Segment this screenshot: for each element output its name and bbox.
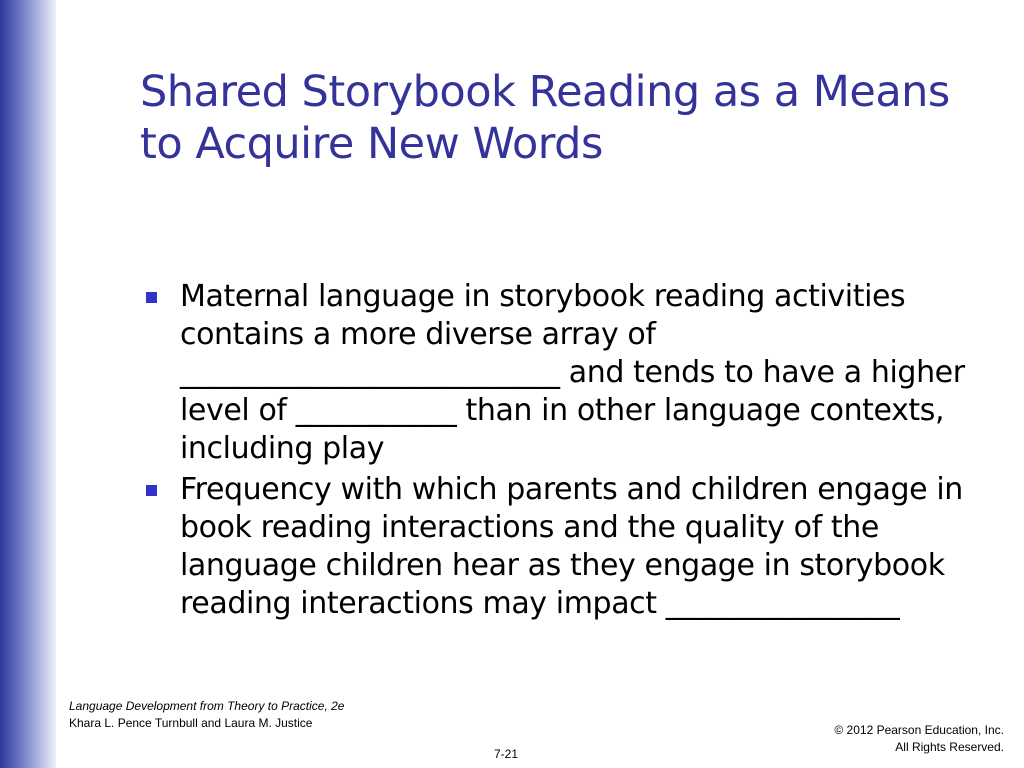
- rights-text: All Rights Reserved.: [895, 740, 1004, 754]
- side-gradient-bar: [0, 0, 56, 768]
- footer-authors: Khara L. Pence Turnbull and Laura M. Justice: [69, 716, 313, 730]
- bullet-text: Maternal language in storybook reading activities contains a more diverse array of __________________________ and tends to have a higher level of ___________ than in other language contexts, including play: [180, 279, 965, 466]
- footer-citation: [69, 698, 369, 732]
- bullet-text: Frequency with which parents and children engage in book reading interactions and the quality of the language children hear as they engage in storybook reading interactions may impact ________________: [180, 472, 963, 621]
- bullet-item: [142, 471, 1002, 623]
- page-number: 7-21: [494, 747, 519, 761]
- copyright-text: © 2012 Pearson Education, Inc.: [834, 723, 1004, 737]
- slide-title: Shared Storybook Reading as a Means to Acquire New Words: [140, 67, 950, 169]
- square-bullet-icon: [146, 292, 157, 303]
- bullet-list: [142, 278, 1002, 626]
- footer-book-title: Language Development from Theory to Practice, 2e: [69, 699, 345, 713]
- bullet-item: [142, 278, 1002, 468]
- square-bullet-icon: [146, 485, 157, 496]
- footer-copyright: [834, 722, 1004, 756]
